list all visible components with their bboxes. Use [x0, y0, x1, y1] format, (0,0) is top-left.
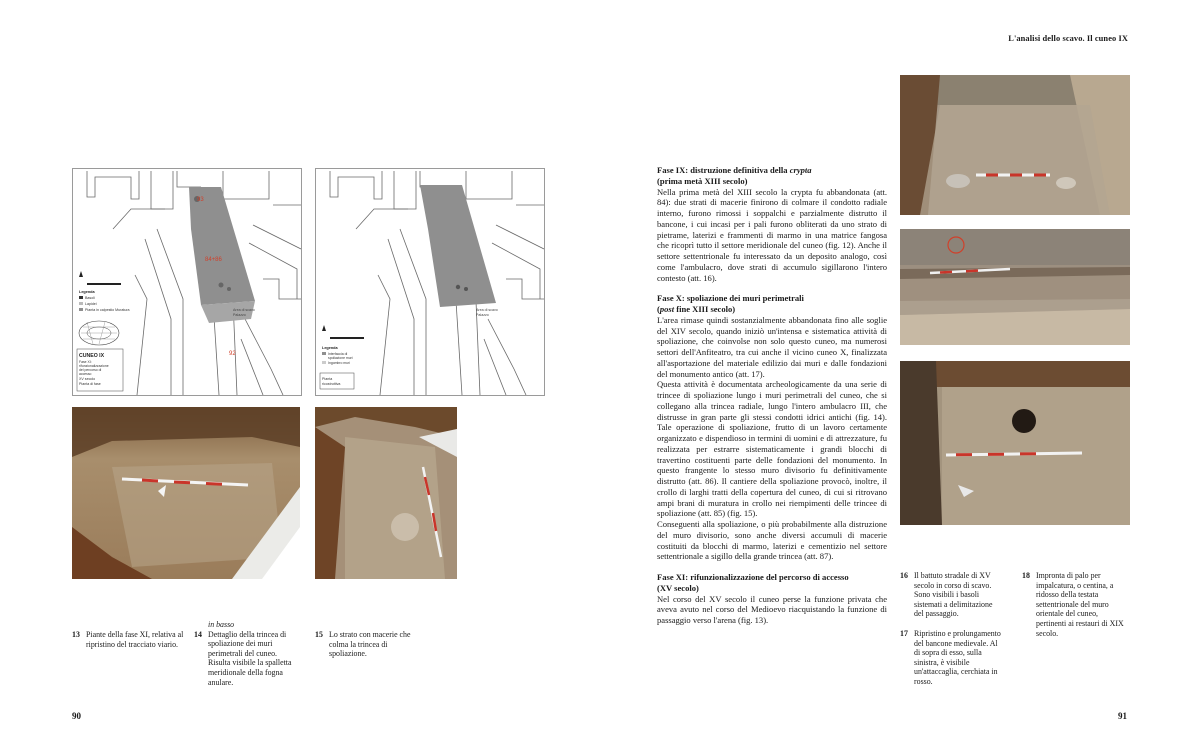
- area-label-line2: Palazzo: [233, 313, 246, 317]
- plan-phase-xi: [72, 168, 302, 396]
- svg-text:accesso: accesso: [79, 372, 92, 376]
- svg-text:Basoli: Basoli: [85, 296, 95, 300]
- caption-14: [194, 620, 300, 687]
- section-fase-xi: [657, 572, 887, 626]
- running-header: L'analisi dello scavo. Il cuneo IX: [1008, 34, 1128, 43]
- svg-text:Lapidei: Lapidei: [85, 302, 97, 306]
- main-text-column: [657, 165, 887, 636]
- caption-position-label: in basso: [208, 620, 235, 629]
- svg-text:Pianta: Pianta: [322, 377, 333, 381]
- label-92: 92: [229, 351, 236, 357]
- caption-text: Ripristino e prolungamento del bancone medievale. Al di sopra di esso, sulla sinistra, è visibile un'attaccaglia, cerchiata in rosso.: [914, 629, 1001, 686]
- photo-16-street-surface: [900, 75, 1130, 215]
- svg-text:Fase XI:: Fase XI:: [79, 360, 92, 364]
- folio-left: 90: [72, 711, 81, 721]
- cuneo-box: [77, 349, 123, 391]
- caption-text: Impronta di palo per impalcatura, o centina, a ridosso della testata settentrionale del muro orientale del cuneo, pertinenti ai restauri di XIX secolo.: [1036, 571, 1124, 638]
- caption-number: 13: [72, 630, 80, 639]
- svg-text:ricostruttiva: ricostruttiva: [322, 382, 341, 386]
- scale-bar: [87, 283, 121, 285]
- caption-number: 17: [900, 629, 908, 638]
- label-93: 93: [197, 197, 204, 203]
- svg-text:spoliazione muri: spoliazione muri: [328, 356, 353, 360]
- caption-text: Piante della fase XI, relativa al ripristino del tracciato viario.: [86, 630, 184, 649]
- caption-number: 16: [900, 571, 908, 580]
- plan-drawing: [73, 169, 301, 395]
- legend: [79, 290, 130, 312]
- svg-text:del percorso di: del percorso di: [79, 368, 102, 372]
- section-subtitle: (XV secolo): [657, 582, 699, 593]
- photo-17-bench: [900, 229, 1130, 345]
- section-title: Fase X: spoliazione dei muri perimetrali: [657, 293, 804, 304]
- section-fase-ix: [657, 165, 887, 283]
- caption-text: Il battuto stradale di XV secolo in corso di scavo. Sono visibili i basoli sistemati a delimitazione del passaggio.: [914, 571, 993, 619]
- caption-number: 18: [1022, 571, 1030, 580]
- svg-text:Legenda: Legenda: [322, 346, 338, 350]
- excavation-area: [189, 187, 255, 305]
- folio-right: 91: [1118, 711, 1127, 721]
- photo-14-trench: [72, 407, 300, 579]
- paragraph: Conseguenti alla spoliazione, o più probabilmente alla distruzione del muro divisorio, sono anche diversi accumuli di macerie costituiti da blocchi di marmo, laterizi e cementizio nel settore settentrionale a sigillo della grande trincea (att. 87).: [657, 519, 887, 562]
- paragraph: Nel corso del XV secolo il cuneo perse la funzione privata che aveva avuto nel corso del Medioevo riacquistando la funzione di passaggio verso l'arena (fig. 13).: [657, 593, 887, 625]
- photo-15-rubble-layer: [315, 407, 457, 579]
- paragraph: Questa attività è documentata archeologicamente da una serie di trincee di spoliazione lungo i muri perimetrali del cuneo, che si collegano alla trincea radiale, lungo l'intero ambulacro III, che distrusse in gran parte gli stessi condotti idrici antichi (fig. 14). Tale operazione di spoliazione, frutto di un lavoro certamente organizzato e dispendioso in termini di uomini e di attrezzature, fu realizzata per estrarre sistematicamente i grandi blocchi di travertino costituenti parte delle fondazioni del monumento. In questo frangente lo stesso muro divisorio fu definitivamente distrutto (att. 86). Il cantiere della spoliazione provocò, inoltre, il crollo di larghi tratti della copertura del cuneo, di cui si ritrovano ampi brani di muratura in crollo nei riempimenti delle trincee di spoliazione (att. 85) (fig. 15).: [657, 379, 887, 519]
- paragraph: Nella prima metà del XIII secolo la crypta fu abbandonata (att. 84): due strati di macerie finirono di colmare il condotto radiale interno, furono rimossi i soppalchi e parzialmente distrutto il bancone, i cui incasi per i pali furono obliterati da uno strato di pietrame, laterizi e frammenti di marmo in una matrice fangosa che ricoprì tutto il settore meridionale del cuneo (fig. 12). Anche il settore settentrionale fu interessato da un deposito analogo, così come l'ambulacro, dove strati di accumulo sigillarono l'intero contesto (att. 16).: [657, 186, 887, 283]
- svg-text:rifunzionalizzazione: rifunzionalizzazione: [79, 364, 109, 368]
- section-subtitle: (post fine XIII secolo): [657, 304, 736, 314]
- caption-text: Lo strato con macerie che colma la trincea di spoliazione.: [329, 630, 411, 659]
- caption-text: Dettaglio della trincea di spoliazione dei muri perimetrali del cuneo. Risulta visibile la spalletta meridionale della fogna anulare.: [208, 629, 292, 687]
- reconstruction-box: [320, 373, 354, 389]
- area-label-line2: Palazzo: [476, 313, 489, 317]
- svg-text:XV secolo: XV secolo: [79, 377, 96, 381]
- svg-text:Ingombro muri: Ingombro muri: [328, 361, 350, 365]
- amphitheatre-key: [79, 321, 119, 345]
- caption-16: [900, 571, 1004, 619]
- caption-15: [315, 630, 415, 659]
- caption-number: 15: [315, 630, 323, 639]
- caption-18: [1022, 571, 1130, 638]
- legend: [322, 346, 353, 365]
- north-arrow: [79, 271, 83, 277]
- svg-text:Legenda: Legenda: [79, 290, 95, 294]
- paragraph: L'area rimase quindi sostanzialmente abbandonata fino alle soglie del XIV secolo, quando iniziò un'intensa e sistematica attività di spoliazione, che coinvolse non solo questo cuneo, ma numerosi settori dell'Anfiteatro, tra cui anche il vicino cuneo X, finalizzata all'asportazione del materiale edilizio dai muri e dalle fondazioni del monumento antico (att. 17).: [657, 314, 887, 379]
- plan-reconstruction: [315, 168, 545, 396]
- north-arrow: [322, 325, 326, 331]
- area-label-line1: Area di scavo: [476, 308, 498, 312]
- section-subtitle: (prima metà XIII secolo): [657, 175, 748, 186]
- section-fase-x: [657, 293, 887, 562]
- area-label-line1: Area di scavo: [233, 308, 255, 312]
- caption-13: [72, 630, 184, 649]
- scale-bar: [330, 337, 364, 339]
- section-title: Fase IX: distruzione definitiva della crypta: [657, 165, 812, 175]
- caption-17: [900, 629, 1004, 687]
- svg-text:Interfaccia di: Interfaccia di: [328, 352, 348, 356]
- svg-text:Pianta in calpestio Muratura: Pianta in calpestio Muratura: [85, 308, 130, 312]
- plan-drawing-reconstruction: [316, 169, 544, 395]
- svg-text:Pianta di fase: Pianta di fase: [79, 382, 101, 386]
- svg-text:CUNEO IX: CUNEO IX: [79, 353, 105, 359]
- photo-18-post-imprint: [900, 361, 1130, 525]
- label-84-86: 84+86: [205, 257, 222, 263]
- section-title: Fase XI: rifunzionalizzazione del percorso di accesso: [657, 572, 849, 582]
- caption-number: 14: [194, 629, 202, 639]
